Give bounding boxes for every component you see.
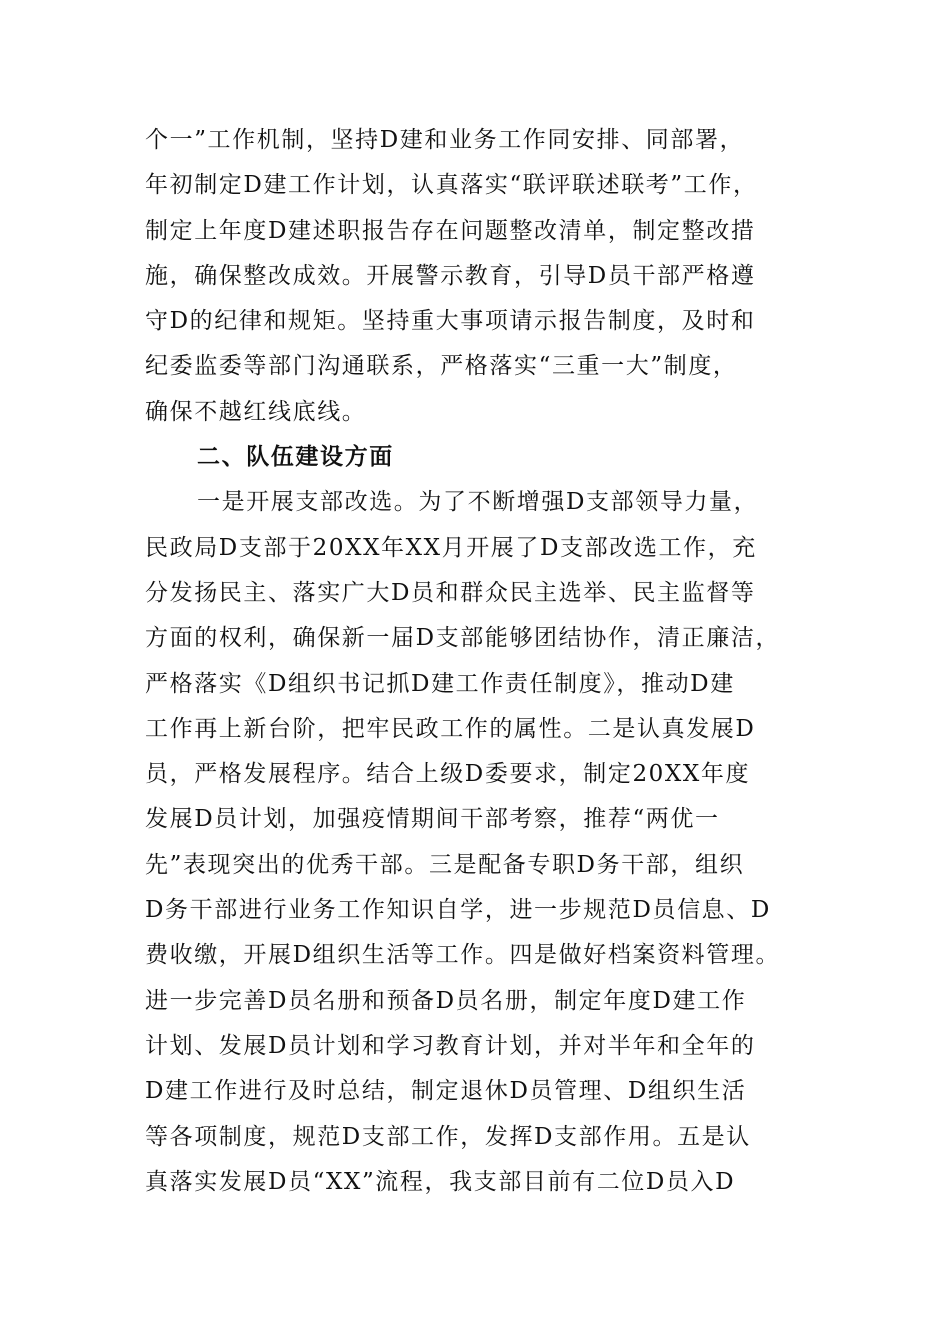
text-line: 年初制定D建工作计划，认真落实“联评联述联考”工作， bbox=[145, 172, 758, 199]
text-line: D建工作进行及时总结，制定退休D员管理、D组织生活 bbox=[145, 1078, 747, 1105]
text-line: 制定上年度D建述职报告存在问题整改清单，制定整改措 bbox=[145, 217, 756, 244]
section-heading: 二、队伍建设方面 bbox=[197, 444, 394, 471]
text-line: 真落实发展D员“XX”流程，我支部目前有二位D员入D bbox=[145, 1168, 736, 1195]
text-line: 计划、发展D员计划和学习教育计划，并对半年和全年的 bbox=[145, 1032, 756, 1059]
text-line: 分发扬民主、落实广大D员和群众民主选举、民主监督等 bbox=[145, 579, 756, 606]
text-line: 方面的权利，确保新一届D支部能够团结协作，清正廉洁， bbox=[145, 625, 781, 652]
text-line: 严格落实《D组织书记抓D建工作责任制度》，推动D建 bbox=[145, 670, 735, 697]
text-line: 工作再上新台阶，把牢民政工作的属性。二是认真发展D bbox=[145, 715, 756, 742]
text-line: 一是开展支部改选。为了不断增强D支部领导力量， bbox=[197, 489, 759, 516]
document-body bbox=[145, 118, 835, 1205]
text-line: 发展D员计划，加强疫情期间干部考察，推荐“两优一 bbox=[145, 806, 720, 833]
text-line: 个一”工作机制，坚持D建和业务工作同安排、同部署， bbox=[145, 127, 745, 153]
text-line: 先”表现突出的优秀干部。三是配备专职D务干部，组织 bbox=[145, 851, 745, 878]
text-line: D务干部进行业务工作知识自学，进一步规范D员信息、D bbox=[145, 897, 771, 924]
text-line: 费收缴，开展D组织生活等工作。四是做好档案资料管理。 bbox=[145, 942, 781, 969]
text-line: 进一步完善D员名册和预备D员名册，制定年度D建工作 bbox=[145, 987, 747, 1014]
text-line: 民政局D支部于20XX年XX月开展了D支部改选工作，充 bbox=[145, 534, 757, 561]
text-line: 等各项制度，规范D支部工作，发挥D支部作用。五是认 bbox=[145, 1123, 751, 1150]
text-line: 确保不越红线底线。 bbox=[145, 398, 367, 425]
text-line: 员，严格发展程序。结合上级D委要求，制定20XX年度 bbox=[145, 761, 751, 788]
text-line: 施，确保整改成效。开展警示教育，引导D员干部严格遵 bbox=[145, 262, 756, 289]
text-line: 纪委监委等部门沟通联系，严格落实“三重一大”制度， bbox=[145, 353, 738, 380]
text-line: 守D的纪律和规矩。坚持重大事项请示报告制度，及时和 bbox=[145, 308, 756, 335]
